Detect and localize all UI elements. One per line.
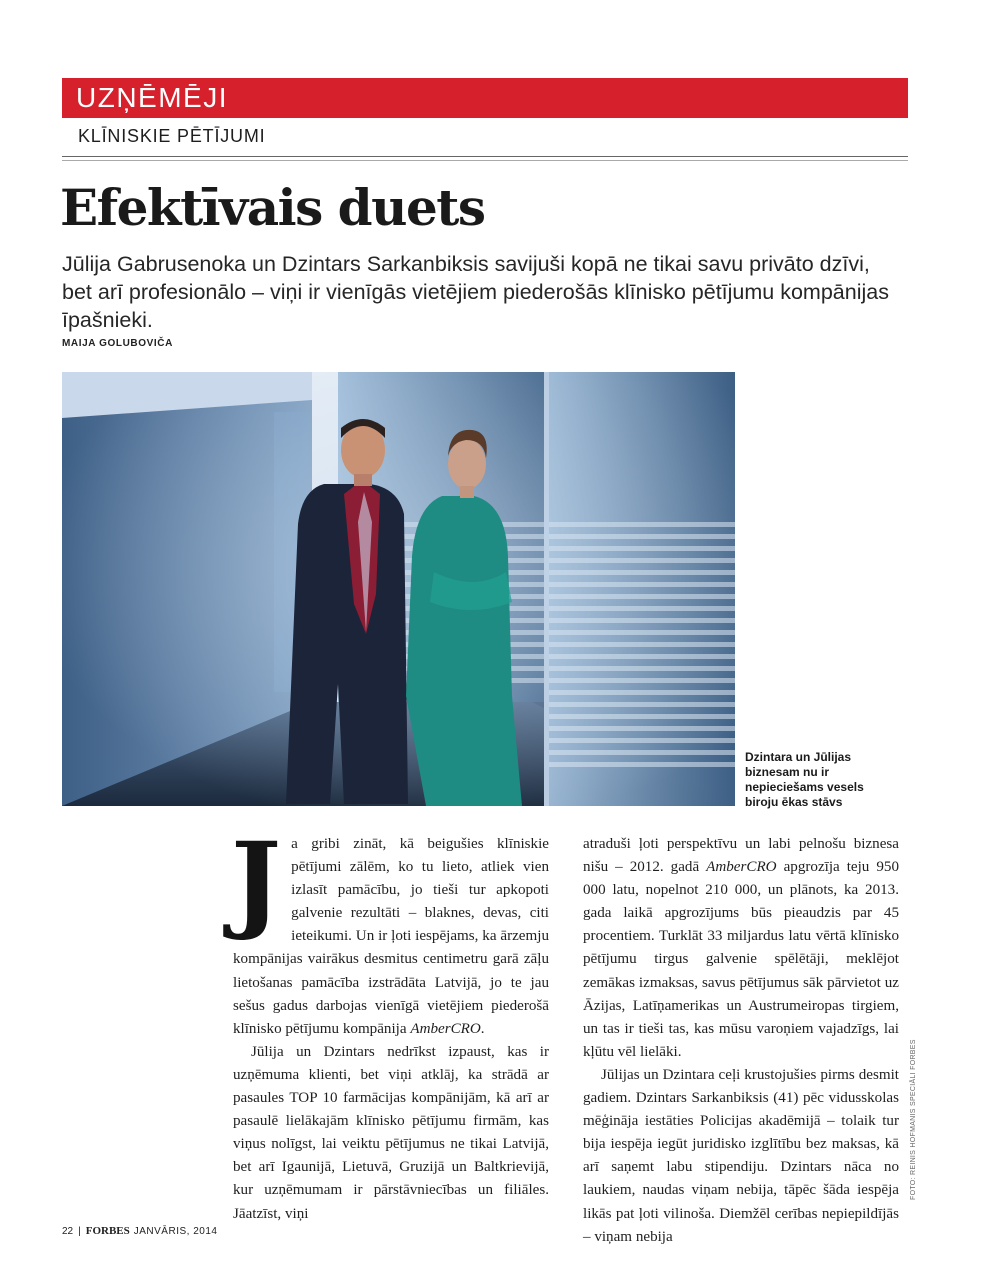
photo-credit: FOTO: REINIS HOFMANIS SPECIĀLI FORBES bbox=[910, 1039, 917, 1200]
page-footer bbox=[62, 1225, 217, 1237]
magazine-brand: FORBES bbox=[85, 1225, 130, 1237]
photo-couple-office bbox=[62, 372, 735, 806]
author-byline: MAIJA GOLUBOVIČA bbox=[62, 338, 173, 349]
divider bbox=[62, 160, 908, 161]
body-column-2 bbox=[583, 833, 899, 1249]
body-paragraph: Jūlija un Dzintars nedrīkst izpaust, kas ir uzņēmuma klienti, bet viņi atklāj, ka strādā ar pasaules TOP 10 farmācijas kompānijām, kā arī ar pasaulē lielākajām klīnisko pētījumu firmām, kas viņus nolīgst, lai veiktu pētījumus ne tikai Latvijā, bet arī Igaunijā, Lietuvā, Gruzijā un Baltkrievijā, kur uzņēmumam ir pārstāvniecības un filiāles. Jāatzīst, viņi bbox=[233, 1043, 549, 1222]
article-headline: Efektīvais duets bbox=[60, 178, 485, 237]
drop-cap: J bbox=[231, 818, 282, 943]
body-column-1 bbox=[231, 818, 549, 1226]
body-paragraph: Ja gribi zināt, kā beigušies klīniskie pētījumi zālēm, ko tu lieto, atliek vien izlasīt pamācību, jo tieši tur apkopoti galvenie rezultāti – blaknes, devas, citi ieteikumi. Un ir ļoti iespējams, ka ārzemju kompānijas vairākus desmitus centimetru garā zāļu lietošanas pamācība izstrādāta Latvijā, jo te jau sešus gadus darbojas vienīgā vietējiem piederošā klīnisko pētījumu kompānija AmberCRO. bbox=[231, 818, 549, 1037]
photo-caption: Dzintara un Jūlijas biznesam nu ir nepieciešams vesels biroju ēkas stāvs bbox=[745, 750, 864, 809]
body-paragraph: atraduši ļoti perspektīvu un labi pelnošu biznesa nišu – 2012. gadā AmberCRO apgrozīja teju 950 000 latu, nopelnot 210 000, un plānots, ka 2013. gada laikā apgrozījums būs pieaudzis par 45 procentiem. Turklāt 33 miljardus latu vērtā klīnisko pētījumu tirgus galvenie spēlētāji, meklējot zemākas izmaksas, savus pētījumus sāk pārvietot uz Āzijas, Latīņamerikas un Austrumeiropas tirgiem, un tas ir tieši tas, kas mūsu varoņiem vajadzīgs, lai kļūtu vēl lielāki. bbox=[583, 836, 899, 1060]
body-paragraph: Jūlijas un Dzintara ceļi krustojušies pirms desmit gadiem. Dzintars Sarkanbiksis (41) pēc vidusskolas mēģināja iestāties Policijas akadēmijā – tolaik tur bija iespēja iegūt juridisko izglītību bez maksas, kā arī saņemt labu stipendiju. Dzintars nāca no laukiem, naudas viņam nebija, tāpēc šāda iespēja likās pat ļoti vilinoša. Diemžēl cerības nepiepildījās – viņam nebija bbox=[583, 1066, 899, 1245]
section-label: UZŅĒMĒJI bbox=[76, 82, 228, 113]
article-lead: Jūlija Gabrusenoka un Dzintars Sarkanbiksis savijuši kopā ne tikai savu privāto dzīvi, bet arī profesionālo – viņi ir vienīgās vietējiem piederošās klīnisko pētījumu kompānijas īpašnieki. bbox=[62, 252, 889, 332]
subsection-label: KLĪNISKIE PĒTĪJUMI bbox=[78, 126, 266, 146]
company-name: AmberCRO bbox=[706, 859, 777, 876]
footer-separator: | bbox=[78, 1226, 81, 1237]
divider bbox=[62, 156, 908, 157]
company-name: AmberCRO bbox=[410, 1020, 481, 1037]
issue-date: JANVĀRIS, 2014 bbox=[133, 1226, 218, 1237]
page-number: 22 bbox=[62, 1226, 74, 1237]
article-photo bbox=[62, 372, 735, 806]
section-banner bbox=[62, 78, 908, 118]
